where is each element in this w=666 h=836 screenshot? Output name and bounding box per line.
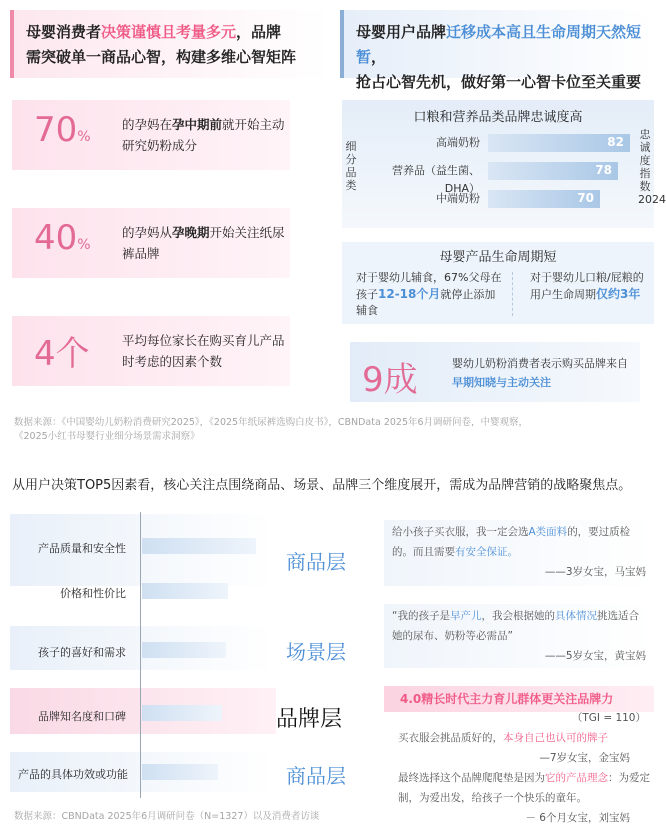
header-left-line2: 需突破单一商品心智，构建多维心智矩阵 [26, 48, 297, 66]
factor-bar [142, 764, 218, 780]
stat-card-1 [12, 100, 290, 170]
header-right-highlight: 迁移成本高且生命周期天然短暂 [356, 23, 642, 66]
factor-label: 价格和性价比 [60, 587, 126, 600]
stat-text: 的孕妈从孕晚期开始关注纸尿裤品牌 [122, 225, 285, 261]
header-right-line2: 抢占心智先机，做好第一心智卡位至关重要 [356, 73, 642, 91]
quote-3: 买衣服会挑品质好的，本身自己也认可的牌子 —7岁女宝，金宝妈 [398, 732, 630, 764]
header-left-highlight: 决策谨慎且考量多元 [101, 23, 237, 41]
stat-card-3 [12, 316, 290, 386]
stat-text: 的孕妈在孕中期前就开始主动研究奶粉成分 [122, 117, 285, 153]
loyalty-bar-name: 中端奶粉 [436, 192, 480, 205]
loyalty-title: 口粮和营养品类品牌忠诚度高 [413, 110, 583, 125]
factor-bar [142, 642, 226, 658]
loyalty-bar-name: 高端奶粉 [436, 136, 480, 149]
nine-number: 9成 [362, 360, 418, 400]
quote-2: “我的孩子是早产儿，我会根据她的具体情况挑选适合她的尿布、奶粉等必需品” ——5岁女宝，黄宝妈 [384, 604, 654, 668]
header-right-part2: ， [371, 48, 387, 66]
stat-card-2 [12, 208, 290, 278]
factor-bar [142, 538, 256, 554]
quote-4: 最终选择这个品牌爬爬垫是因为它的产品理念：为爱定制，为爱出发，给孩子一个快乐的童年。 － 6个月女宝，刘宝妈 [398, 772, 650, 824]
loyalty-bar: 82 [488, 134, 630, 152]
loyalty-left-label: 细分品类 [345, 140, 357, 192]
header-left [10, 10, 328, 78]
layer-brand: 品牌层 [276, 707, 343, 732]
factor-label: 产品的具体功效或功能 [18, 768, 128, 781]
factor-bar [142, 705, 222, 721]
loyalty-bar: 70 [488, 190, 600, 208]
stat-number: 70% [34, 110, 91, 150]
lifecycle-title: 母婴产品生命周期短 [439, 250, 557, 265]
source-bottom: 数据来源：CBNData 2025年6月调研问卷（N=1327）以及消费者访谈 [14, 811, 320, 822]
loyalty-right-label: 忠诚度指数2024 [638, 128, 666, 206]
lifecycle-divider [512, 272, 513, 316]
header-left-part1: 母婴消费者 [26, 23, 102, 41]
factor-label: 孩子的喜好和需求 [38, 646, 126, 659]
factor-bar [142, 583, 228, 599]
loyalty-bar-name: 营养品（益生菌、DHA） [392, 164, 480, 195]
lifecycle-right: 对于婴幼儿口粮/屁粮的用户生命周期仅约3年 [530, 271, 644, 301]
lifecycle-left: 对于婴幼儿辅食，67%父母在孩子12-18个月就停止添加辅食 [356, 271, 502, 317]
source-top: 数据来源：《中国婴幼儿奶粉消费研究2025》，《2025年纸尿裤选购白皮书》，CBNData 2025年6月调研问卷，中婴观察， 《2025小红书母婴行业细分场景需求洞察》 [14, 417, 529, 442]
header-right-part1: 母婴用户品牌 [356, 23, 447, 41]
quote-1: 给小孩子买衣服，我一定会选A类面料的，要过质检的。而且需要有安全保证。 ——3岁女宝，马宝妈 [384, 520, 654, 586]
layer-product2: 商品层 [286, 764, 346, 788]
stat-number: 4个 [34, 334, 90, 374]
header-right [340, 10, 654, 91]
factor-axis [140, 512, 141, 798]
header-left-part2: ，品牌 [236, 23, 282, 41]
section-title: 从用户决策TOP5因素看，核心关注点围绕商品、场景、品牌三个维度展开，需成为品牌营销的战略聚焦点。 [12, 478, 632, 493]
nine-text: 婴幼儿奶粉消费者表示购买品牌来自 早期知晓与主动关注 [452, 357, 628, 389]
layer-product: 商品层 [286, 550, 346, 574]
brand-title: 4.0精长时代主力育儿群体更关注品牌力 [384, 686, 654, 712]
loyalty-bar: 78 [488, 162, 618, 180]
factor-label: 品牌知名度和口碑 [38, 710, 126, 723]
factor-label: 产品质量和安全性 [38, 542, 126, 555]
stat-text: 平均每位家长在购买育儿产品时考虑的因素个数 [122, 333, 285, 369]
layer-scene: 场景层 [286, 640, 346, 664]
stat-number: 40% [34, 218, 91, 258]
tgi-label: （TGI = 110） [571, 712, 646, 724]
